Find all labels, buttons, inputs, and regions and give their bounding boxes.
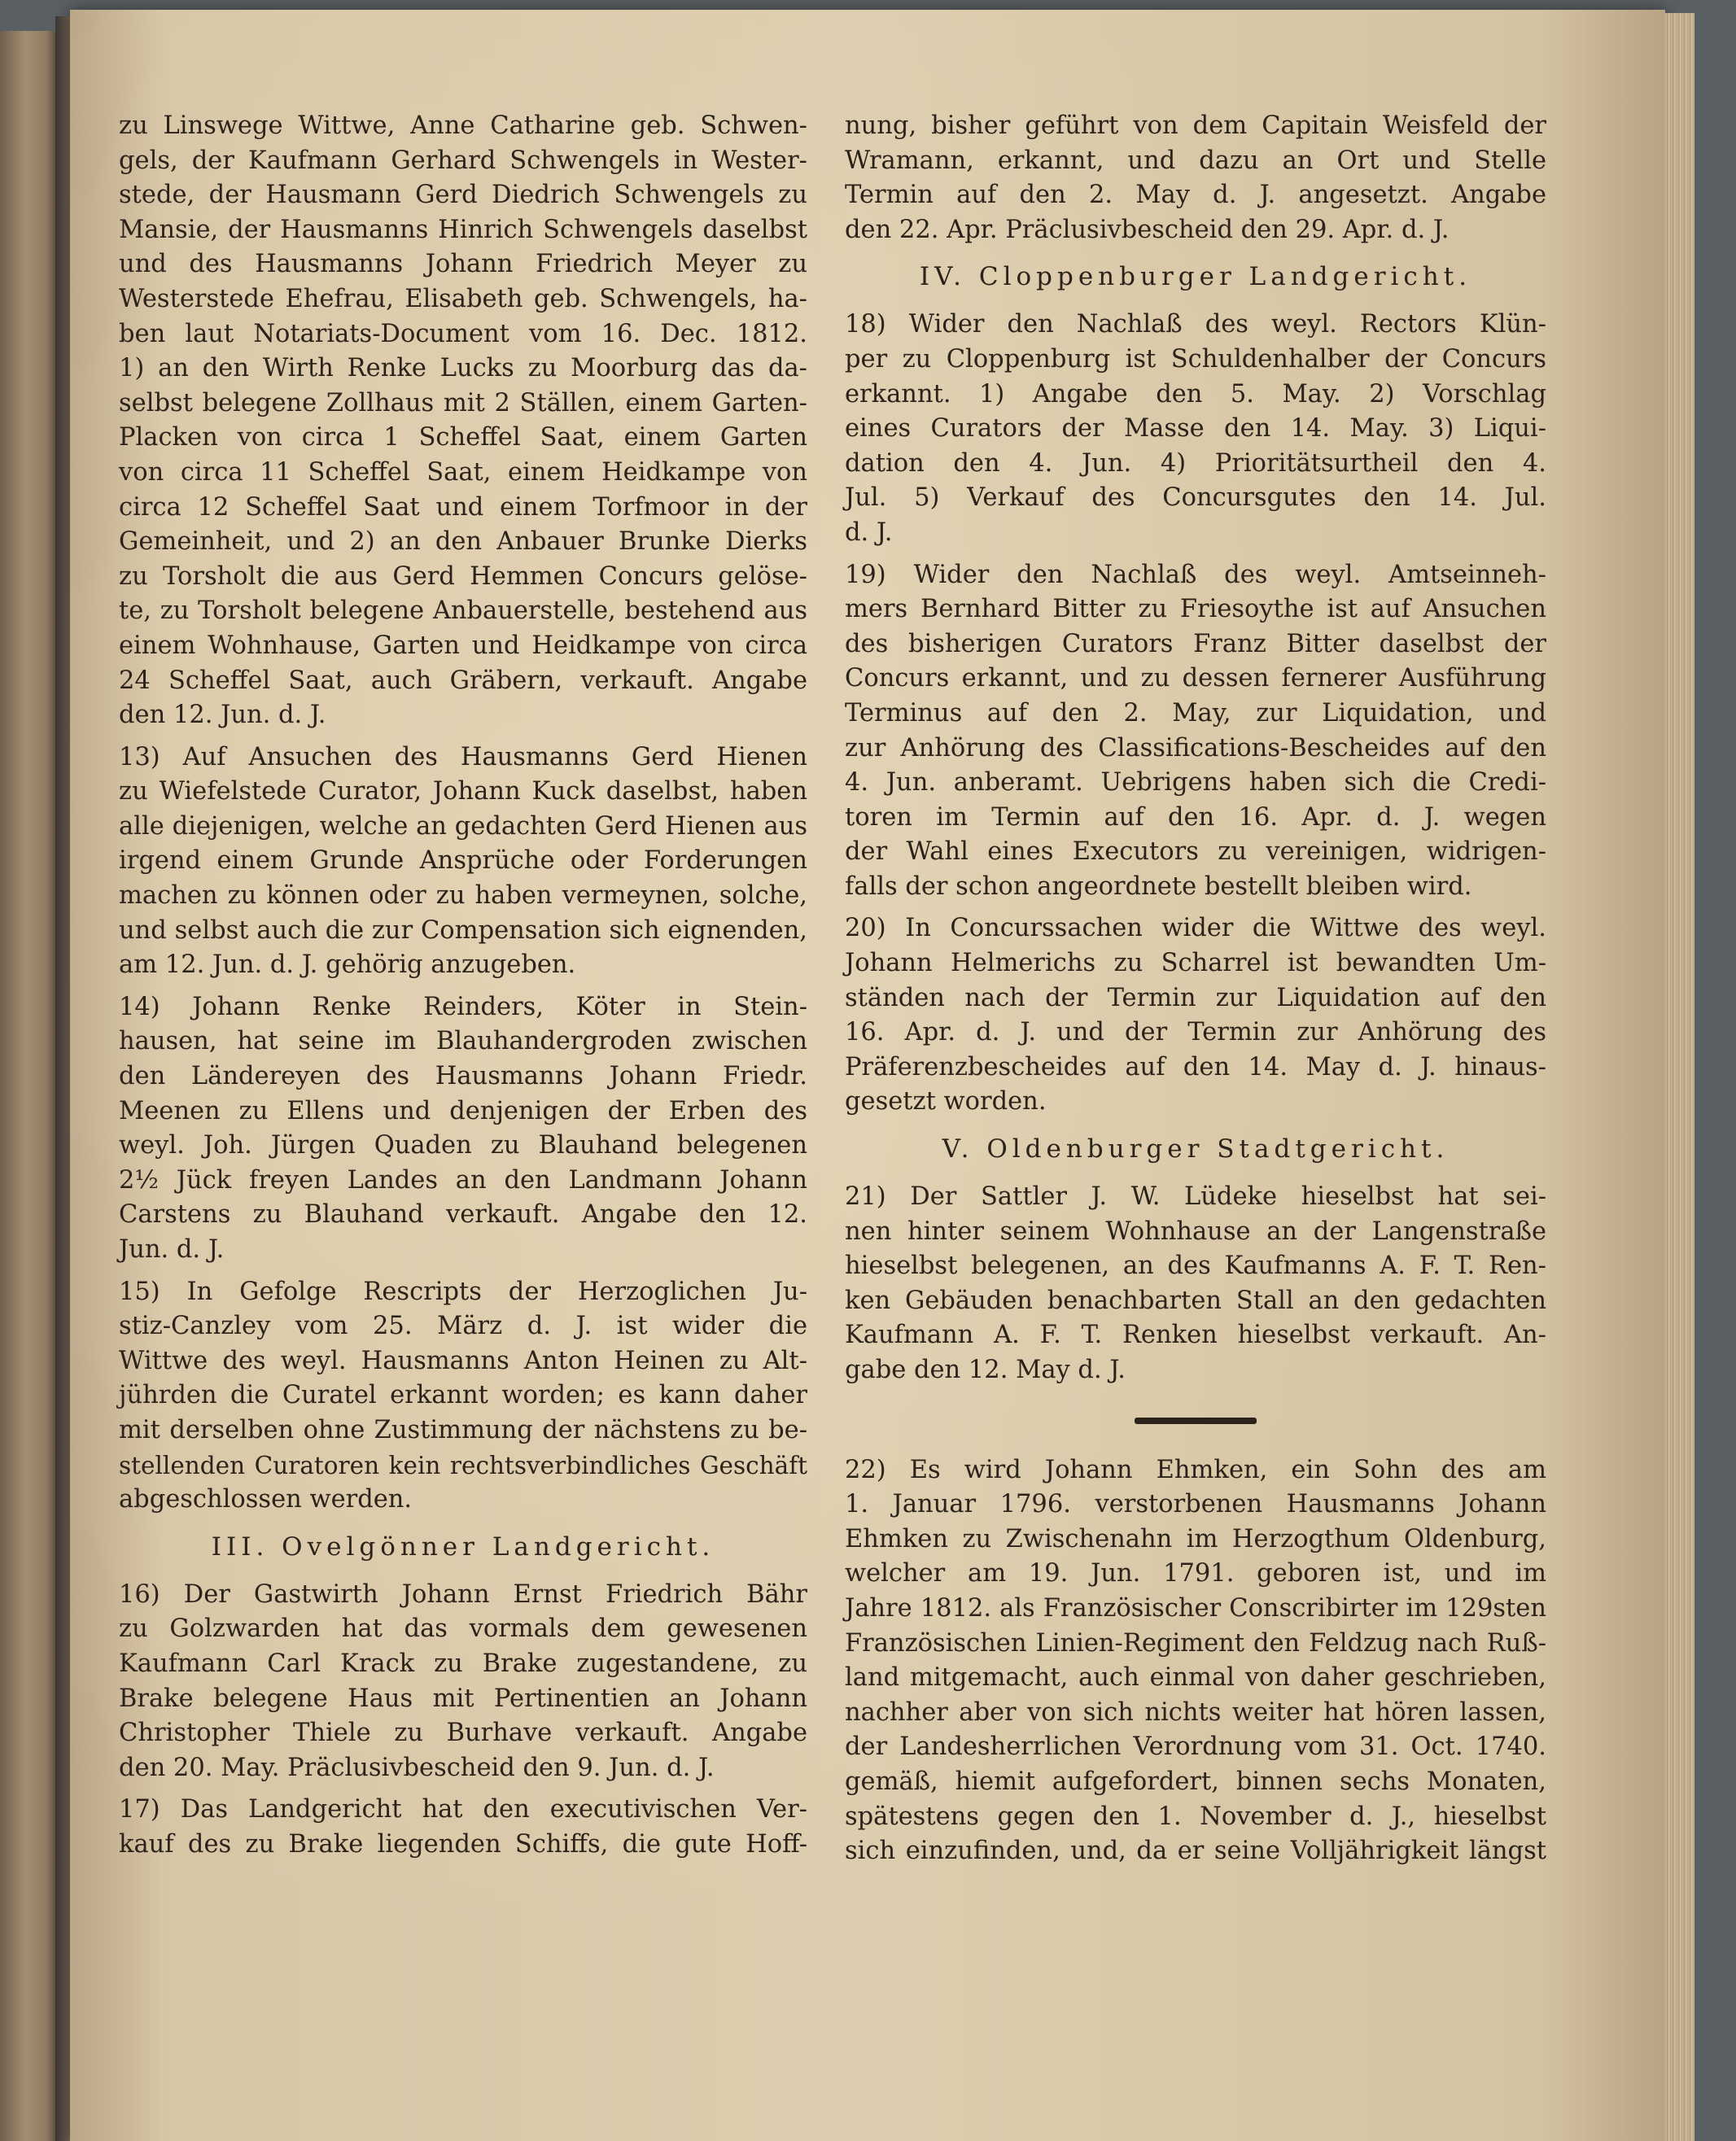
text-line: zu Linswege Wittwe, Anne Catharine geb. Schwen- (119, 111, 807, 140)
notice-paragraph (845, 1453, 1546, 1869)
right-column (845, 109, 1546, 1877)
text-line: Concurs erkannt, und zu dessen fernerer Ausführung (845, 664, 1546, 693)
text-line: Carstens zu Blauhand verkauft. Angabe den 12. (119, 1200, 807, 1230)
text-line: abgeschlossen werden. (119, 1485, 413, 1514)
text-line: Placken von circa 1 Scheffel Saat, einem Garten (119, 423, 807, 452)
text-line: 16) Der Gastwirth Johann Ernst Friedrich Bähr (119, 1580, 807, 1609)
text-line: nachher aber von sich nichts weiter hat hören lassen, (845, 1698, 1546, 1727)
text-line: Johann Helmerichs zu Scharrel ist bewandten Um- (845, 949, 1546, 978)
text-line: dation den 4. Jun. 4) Prioritätsurtheil den 4. (845, 448, 1546, 478)
text-line: nen hinter seinem Wohnhause an der Langenstraße (845, 1217, 1546, 1246)
text-line: zu Golzwarden hat das vormals dem gewesenen (119, 1614, 807, 1644)
text-line: Christopher Thiele zu Burhave verkauft. Angabe (119, 1719, 807, 1748)
text-line: Gemeinheit, und 2) an den Anbauer Brunke Dierks (119, 527, 807, 557)
text-line: zu Torsholt die aus Gerd Hemmen Concurs gelöse- (119, 561, 807, 591)
text-line: 21) Der Sattler J. W. Lüdeke hieselbst hat sei- (845, 1182, 1546, 1212)
text-line: 20) In Concurssachen wider die Wittwe des weyl. (845, 914, 1546, 943)
text-line: den 12. Jun. d. J. (119, 701, 326, 730)
text-line: Kaufmann A. F. T. Renken hieselbst verkauft. An- (845, 1321, 1546, 1350)
text-line: machen zu können oder zu haben vermeynen, solche, (119, 881, 807, 911)
text-line: kauf des zu Brake liegenden Schiffs, die gute Hoff- (119, 1829, 807, 1859)
text-line: nung, bisher geführt von dem Capitain Weisfeld der (845, 111, 1546, 140)
text-line: circa 12 Scheffel Saat und einem Torfmoor in der (119, 492, 807, 522)
text-line: 22) Es wird Johann Ehmken, ein Sohn des am (845, 1455, 1546, 1484)
notice-paragraph (845, 911, 1546, 1120)
court-heading: IV. Cloppenburger Landgericht. (919, 262, 1472, 292)
text-line: 16. Apr. d. J. und der Termin zur Anhörung des (845, 1018, 1546, 1047)
text-line: gemäß, hiemit aufgefordert, binnen sechs Monaten, (845, 1767, 1546, 1796)
text-line: 1. Januar 1796. verstorbenen Hausmanns Johann (845, 1490, 1546, 1519)
previous-page-edge (0, 31, 59, 2141)
text-line: mit derselben ohne Zustimmung der nächstens zu be- (119, 1415, 807, 1444)
notice-paragraph (845, 308, 1546, 550)
text-line: gesetzt worden. (845, 1087, 1047, 1116)
text-line: Meenen zu Ellens und denjenigen der Erben des (119, 1096, 807, 1125)
text-line: 14) Johann Renke Reinders, Köter in Stein- (119, 992, 807, 1021)
notice-paragraph (845, 1180, 1546, 1388)
notice-paragraph (119, 741, 807, 983)
text-line: erkannt. 1) Angabe den 5. May. 2) Vorschlag (845, 379, 1546, 409)
text-line: 19) Wider den Nachlaß des weyl. Amtseinneh- (845, 560, 1546, 589)
text-line: 1) an den Wirth Renke Lucks zu Moorburg das da- (119, 354, 807, 383)
text-line: d. J. (845, 518, 893, 547)
notice-paragraph (845, 109, 1546, 247)
text-line: den Ländereyen des Hausmanns Johann Friedr. (119, 1062, 807, 1091)
notice-paragraph (119, 990, 807, 1268)
text-line: eines Curators der Masse den 14. May. 3) Liqui- (845, 414, 1546, 443)
text-line: von circa 11 Scheffel Saat, einem Heidkampe von (119, 457, 807, 487)
text-line: einem Wohnhause, Garten und Heidkampe von circa (119, 631, 807, 660)
text-line: 4. Jun. anberamt. Uebrigens haben sich die Credi- (845, 768, 1546, 797)
text-line: der Landesherrlichen Verordnung vom 31. Oct. 1740. (845, 1732, 1546, 1762)
text-line: gels, der Kaufmann Gerhard Schwengels in Wester- (119, 146, 807, 175)
text-line: 18) Wider den Nachlaß des weyl. Rectors Klün- (845, 310, 1546, 339)
text-line: mers Bernhard Bitter zu Friesoythe ist auf Ansuchen (845, 595, 1546, 624)
notice-paragraph (119, 1578, 807, 1786)
text-line: Kaufmann Carl Krack zu Brake zugestandene, zu (119, 1649, 807, 1678)
text-line: des bisherigen Curators Franz Bitter daselbst der (845, 629, 1546, 658)
text-line: welcher am 19. Jun. 1791. geboren ist, und im (845, 1559, 1546, 1588)
text-line: den 22. Apr. Präclusivbescheid den 29. Apr. d. J. (845, 215, 1450, 244)
text-line: hausen, hat seine im Blauhandergroden zwischen (119, 1027, 807, 1056)
text-line: den 20. May. Präclusivbescheid den 9. Jun. d. J. (119, 1753, 715, 1782)
text-line: selbst belegene Zollhaus mit 2 Ställen, einem Garten- (119, 388, 807, 417)
text-line: hieselbst belegenen, an des Kaufmanns A. F. T. Ren- (845, 1252, 1546, 1281)
court-heading: V. Oldenburger Stadtgericht. (942, 1134, 1450, 1164)
text-line: Jul. 5) Verkauf des Concursgutes den 14. Jul. (845, 483, 1546, 513)
text-line: Terminus auf den 2. May, zur Liquidation, und (845, 698, 1546, 728)
text-line: und des Hausmanns Johann Friedrich Meyer zu (119, 250, 807, 279)
text-line: ständen nach der Termin zur Liquidation auf den (845, 983, 1546, 1012)
text-line: am 12. Jun. d. J. gehörig anzugeben. (119, 950, 576, 980)
text-line: 13) Auf Ansuchen des Hausmanns Gerd Hienen (119, 742, 807, 771)
court-heading: III. Ovelgönner Landgericht. (211, 1531, 715, 1562)
text-line: land mitgemacht, auch einmal von daher geschrieben, (845, 1663, 1546, 1693)
text-line: zu Wiefelstede Curator, Johann Kuck daselbst, haben (119, 777, 807, 806)
text-line: stede, der Hausmann Gerd Diedrich Schwengels zu (119, 181, 807, 210)
text-line: jührden die Curatel erkannt worden; es kann daher (119, 1381, 807, 1410)
text-line: 2½ Jück freyen Landes an den Landmann Johann (119, 1165, 807, 1195)
text-line: per zu Cloppenburg ist Schuldenhalber der Concurs (845, 344, 1546, 374)
text-line: Wramann, erkannt, und dazu an Ort und Stelle (845, 146, 1546, 175)
text-line: ben laut Notariats-Document vom 16. Dec. 1812. (119, 319, 807, 348)
text-line: und selbst auch die zur Compensation sich eignenden, (119, 915, 807, 945)
text-line: te, zu Torsholt belegene Anbauerstelle, bestehend aus (119, 596, 807, 626)
text-line: toren im Termin auf den 16. Apr. d. J. wegen (845, 802, 1546, 832)
text-line: ken Gebäuden benachbarten Stall an den gedachten (845, 1286, 1546, 1315)
section-divider (1135, 1418, 1257, 1424)
text-line: irgend einem Grunde Ansprüche oder Forderungen (119, 846, 807, 876)
text-line: Ehmken zu Zwischenahn im Herzogthum Oldenburg, (845, 1524, 1546, 1553)
text-line: 15) In Gefolge Rescripts der Herzoglichen Ju- (119, 1277, 807, 1306)
notice-paragraph (119, 109, 807, 733)
text-line: 17) Das Landgericht hat den executivischen Ver- (119, 1795, 807, 1824)
page-stack-edge (1665, 13, 1694, 2141)
text-line: Französischen Linien-Regiment den Feldzug nach Ruß- (845, 1628, 1546, 1658)
text-line: Wittwe des weyl. Hausmanns Anton Heinen zu Alt- (119, 1346, 807, 1375)
text-line: zur Anhörung des Classifications-Bescheides auf den (845, 733, 1546, 762)
text-line: stiz-Canzley vom 25. März d. J. ist wider die (119, 1312, 807, 1341)
text-line: alle diejenigen, welche an gedachten Gerd Hienen aus (119, 811, 807, 841)
text-line: 24 Scheffel Saat, auch Gräbern, verkauft. Angabe (119, 666, 807, 695)
text-line: Westerstede Ehefrau, Elisabeth geb. Schwengels, ha- (119, 284, 807, 313)
notice-paragraph (119, 1793, 807, 1862)
book-page (70, 10, 1665, 2141)
text-line: der Wahl eines Executors zu vereinigen, widrigen- (845, 837, 1546, 867)
notice-paragraph (845, 558, 1546, 905)
text-line: falls der schon angeordnete bestellt bleiben wird. (845, 872, 1472, 901)
text-line: Jahre 1812. als Französischer Conscribirter im 129sten (845, 1593, 1546, 1623)
text-line: gabe den 12. May d. J. (845, 1356, 1126, 1384)
text-line: Jun. d. J. (119, 1235, 225, 1264)
text-line: Mansie, der Hausmanns Hinrich Schwengels daselbst (119, 215, 807, 244)
notice-paragraph (119, 1275, 807, 1518)
text-line: Termin auf den 2. May d. J. angesetzt. Angabe (845, 181, 1546, 210)
left-column (119, 109, 807, 1870)
text-line: Brake belegene Haus mit Pertinentien an Johann (119, 1684, 807, 1713)
text-line: weyl. Joh. Jürgen Quaden zu Blauhand belegenen (119, 1131, 807, 1160)
text-line: Präferenzbescheides auf den 14. May d. J. hinaus- (845, 1052, 1546, 1081)
text-line: spätestens gegen den 1. November d. J., hieselbst (845, 1802, 1546, 1831)
text-line: sich einzufinden, und, da er seine Volljährigkeit längst (845, 1837, 1546, 1866)
text-line: stellenden Curatoren kein rechtsverbindliches Geschäft (119, 1451, 807, 1479)
